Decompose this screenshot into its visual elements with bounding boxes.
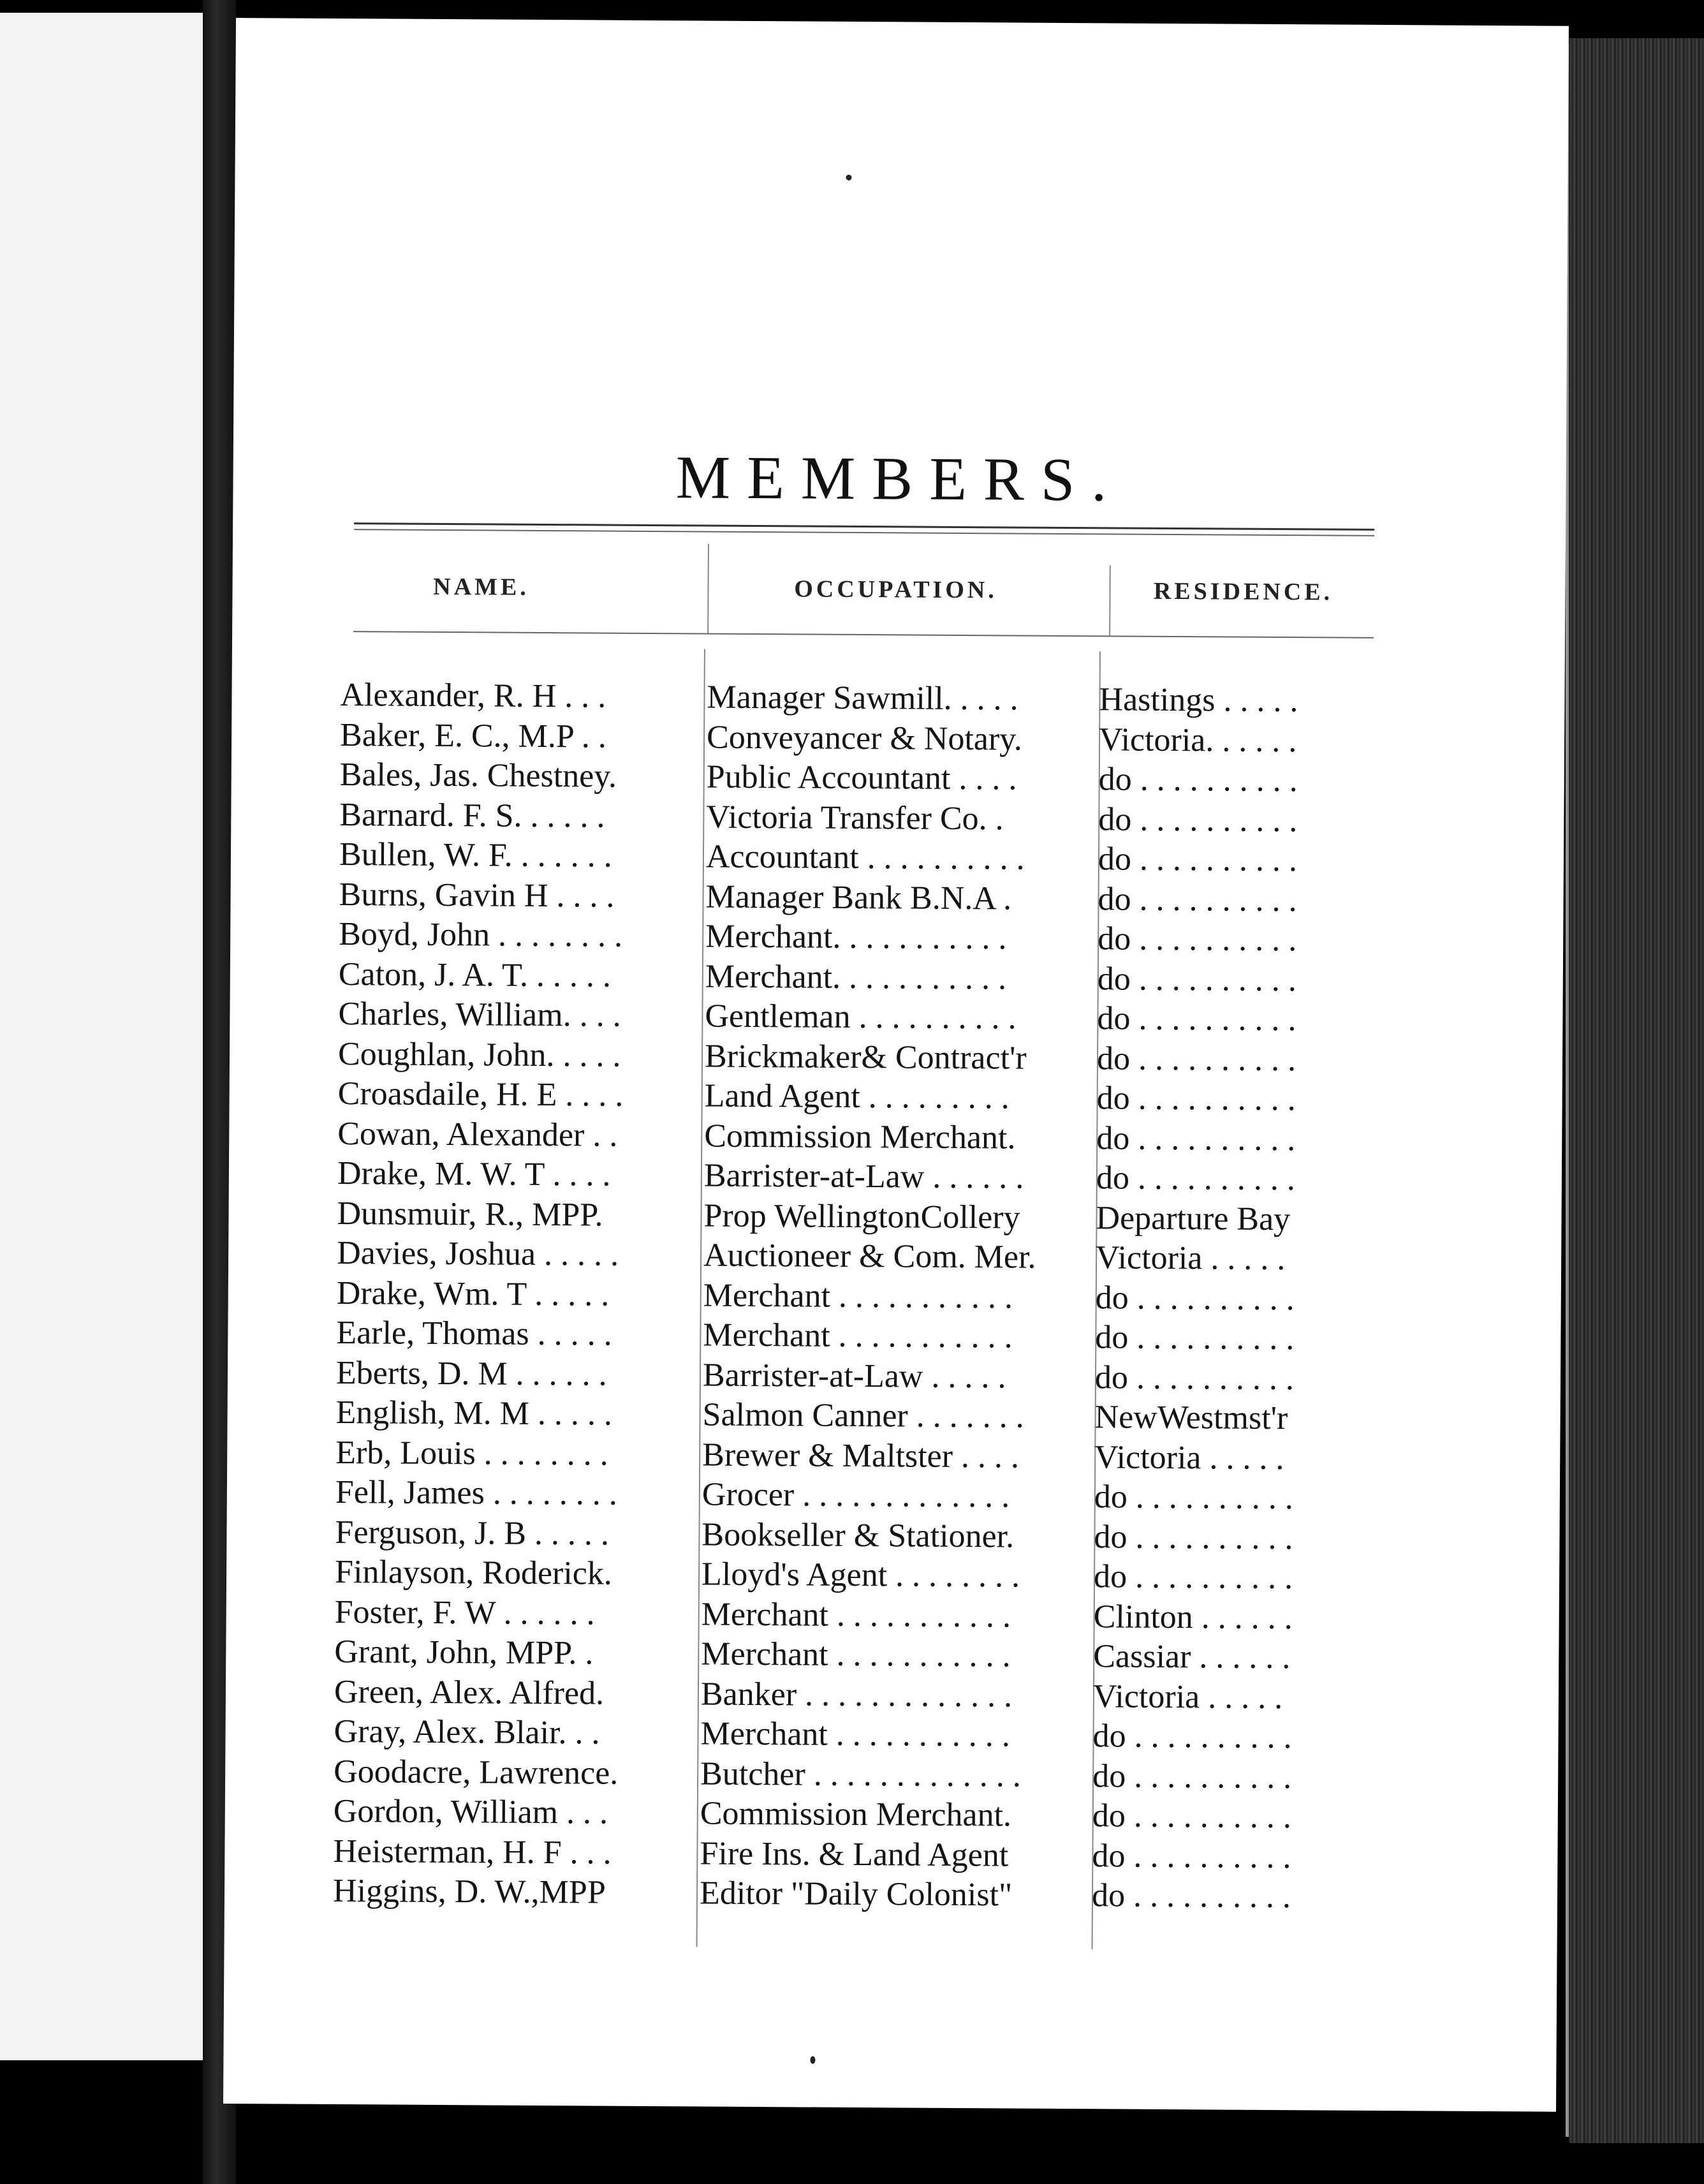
member-occupation: Brewer & Maltster . . . . (702, 1436, 1020, 1475)
table-row (337, 1114, 1421, 1161)
member-residence: Victoria . . . . . (1095, 1239, 1286, 1278)
member-residence: do . . . . . . . . . . (1095, 1279, 1295, 1317)
member-name: Dunsmuir, R., MPP. (337, 1195, 603, 1234)
table-row (333, 1871, 1417, 1918)
table-row (340, 755, 1424, 802)
member-residence: do . . . . . . . . . . (1098, 920, 1297, 959)
member-residence: do . . . . . . . . . . (1098, 880, 1297, 919)
table-row (338, 1074, 1422, 1121)
member-occupation: Lloyd's Agent . . . . . . . . (701, 1556, 1020, 1595)
header-residence: RESIDENCE. (1153, 577, 1333, 606)
member-residence: do . . . . . . . . . . (1094, 1359, 1295, 1397)
table-row (334, 1752, 1418, 1798)
table-row (340, 716, 1424, 762)
table-row (339, 915, 1423, 961)
member-name: Eberts, D. M . . . . . . (335, 1354, 607, 1393)
member-residence: NewWestmst'r (1094, 1399, 1288, 1437)
member-occupation: Barrister-at-Law . . . . . (702, 1357, 1006, 1395)
table-row (335, 1512, 1419, 1559)
member-residence: do . . . . . . . . . . (1097, 960, 1296, 998)
member-name: Barnard. F. S. . . . . . (339, 796, 605, 835)
member-occupation: Merchant. . . . . . . . . . . (705, 958, 1007, 996)
header-divider-2 (1109, 565, 1111, 635)
member-residence: do . . . . . . . . . . (1096, 1119, 1296, 1158)
table-row (335, 1433, 1420, 1479)
table-row (334, 1712, 1418, 1759)
member-occupation: Conveyancer & Notary. (706, 719, 1023, 758)
table-row (338, 1035, 1422, 1081)
member-occupation: Barrister-at-Law . . . . . . (703, 1157, 1024, 1196)
member-residence: do . . . . . . . . . . (1094, 1518, 1293, 1556)
table-row (337, 1234, 1421, 1280)
member-name: Bullen, W. F. . . . . . . (339, 836, 612, 874)
member-residence: Clinton . . . . . . (1093, 1598, 1293, 1636)
member-residence: do . . . . . . . . . . (1092, 1797, 1291, 1836)
member-occupation: Merchant. . . . . . . . . . . (705, 918, 1007, 957)
table-row (336, 1313, 1420, 1360)
member-name: Burns, Gavin H . . . . (339, 876, 615, 915)
member-occupation: Gentleman . . . . . . . . . . (705, 998, 1017, 1037)
facing-page-left (0, 13, 207, 2060)
table-row (339, 955, 1423, 1001)
member-occupation: Manager Sawmill. . . . . (707, 679, 1018, 718)
member-name: Erb, Louis . . . . . . . . (335, 1434, 608, 1473)
table-row (338, 994, 1422, 1041)
member-occupation: Commission Merchant. (704, 1118, 1016, 1156)
member-residence: do . . . . . . . . . . (1098, 841, 1298, 879)
table-row (339, 875, 1423, 922)
title-rule-bottom (354, 529, 1374, 536)
member-name: Caton, J. A. T. . . . . . (338, 956, 612, 994)
ink-speck (846, 175, 851, 181)
member-residence: do . . . . . . . . . . (1096, 1040, 1296, 1078)
member-name: Alexander, R. H . . . (340, 677, 606, 715)
member-occupation: Banker . . . . . . . . . . . . . (700, 1676, 1013, 1714)
member-residence: do . . . . . . . . . . (1092, 1837, 1291, 1875)
member-occupation: Merchant . . . . . . . . . . . (700, 1715, 1010, 1754)
member-name: Higgins, D. W.,MPP (332, 1872, 606, 1911)
member-name: Ferguson, J. B . . . . . (335, 1514, 610, 1553)
member-residence: do . . . . . . . . . . (1096, 1080, 1296, 1118)
member-occupation: Fire Ins. & Land Agent (700, 1834, 1009, 1873)
table-row (336, 1353, 1420, 1399)
member-occupation: Bookseller & Stationer. (701, 1516, 1015, 1554)
member-residence: Cassiar . . . . . . (1093, 1638, 1291, 1676)
table-row (333, 1831, 1417, 1878)
header-divider-1 (707, 544, 709, 633)
member-occupation: Land Agent . . . . . . . . . (704, 1077, 1010, 1116)
member-name: Coughlan, John. . . . . (337, 1035, 621, 1074)
table-row (335, 1553, 1419, 1599)
member-occupation: Merchant . . . . . . . . . . . (701, 1635, 1011, 1674)
member-residence: do . . . . . . . . . . (1091, 1877, 1291, 1915)
member-name: Cowan, Alexander . . (337, 1115, 618, 1154)
member-name: English, M. M . . . . . (335, 1394, 613, 1433)
member-name: Boyd, John . . . . . . . . (339, 916, 623, 954)
member-residence: do . . . . . . . . . . (1093, 1558, 1293, 1597)
document-page (223, 18, 1569, 2112)
table-row (335, 1473, 1420, 1519)
member-name: Bales, Jas. Chestney. (339, 756, 617, 795)
header-occupation: OCCUPATION. (794, 575, 997, 604)
member-occupation: Merchant . . . . . . . . . . . (701, 1596, 1011, 1634)
member-name: Goodacre, Lawrence. (334, 1753, 619, 1792)
member-name: Gray, Alex. Blair. . . (334, 1713, 600, 1752)
member-residence: do . . . . . . . . . . (1097, 1000, 1296, 1038)
page-title: MEMBERS. (675, 443, 1124, 514)
table-row (334, 1632, 1418, 1679)
member-name: Finlayson, Roderick. (334, 1553, 613, 1592)
member-occupation: Butcher . . . . . . . . . . . . . (700, 1755, 1021, 1794)
member-name: Croasdaile, H. E . . . . (337, 1075, 624, 1114)
member-occupation: Public Accountant . . . . (706, 758, 1017, 797)
member-occupation: Salmon Canner . . . . . . . (702, 1396, 1024, 1435)
member-name: Charles, William. . . . (338, 996, 621, 1034)
member-occupation: Brickmaker& Contract'r (704, 1038, 1027, 1077)
member-residence: do . . . . . . . . . . (1096, 1160, 1296, 1198)
header-name: NAME. (433, 573, 529, 601)
member-residence: do . . . . . . . . . . (1098, 761, 1298, 799)
table-row (337, 1154, 1421, 1200)
table-row (340, 675, 1424, 722)
member-residence: Victoria. . . . . . (1098, 721, 1297, 759)
member-residence: do . . . . . . . . . . (1092, 1757, 1292, 1796)
member-occupation: Commission Merchant. (700, 1795, 1012, 1834)
table-row (339, 835, 1423, 882)
member-occupation: Prop WellingtonCollery (703, 1197, 1020, 1236)
member-name: Grant, John, MPP. . (334, 1633, 594, 1672)
members-table (333, 675, 1425, 1918)
member-name: Green, Alex. Alfred. (334, 1673, 605, 1712)
member-residence: Victoria . . . . . (1094, 1438, 1284, 1477)
table-row (335, 1592, 1419, 1639)
table-row (334, 1792, 1418, 1838)
member-occupation: Merchant . . . . . . . . . . . (703, 1317, 1013, 1355)
member-name: Baker, E. C., M.P . . (339, 716, 607, 755)
table-row (335, 1393, 1420, 1440)
member-name: Foster, F. W . . . . . . (334, 1593, 595, 1632)
table-row (339, 795, 1423, 842)
ink-speck (810, 2056, 815, 2064)
member-residence: Departure Bay (1096, 1199, 1291, 1237)
member-residence: do . . . . . . . . . . (1095, 1319, 1295, 1357)
member-name: Davies, Joshua . . . . . (336, 1235, 619, 1273)
table-row (337, 1194, 1421, 1241)
member-occupation: Manager Bank B.N.A . (705, 878, 1012, 917)
member-occupation: Victoria Transfer Co. . (706, 799, 1004, 837)
member-residence: Victoria . . . . . (1092, 1678, 1283, 1716)
member-occupation: Grocer . . . . . . . . . . . . . (701, 1476, 1010, 1515)
table-row (334, 1672, 1418, 1718)
member-name: Earle, Thomas . . . . . (336, 1315, 612, 1353)
member-residence: do . . . . . . . . . . (1098, 801, 1298, 839)
member-occupation: Merchant . . . . . . . . . . . (703, 1277, 1013, 1315)
member-name: Drake, Wm. T . . . . . (336, 1274, 610, 1313)
member-residence: Hastings . . . . . (1099, 681, 1298, 719)
member-name: Fell, James . . . . . . . . (335, 1473, 618, 1512)
member-occupation: Editor "Daily Colonist" (699, 1875, 1013, 1914)
member-name: Heisterman, H. F . . . (333, 1833, 612, 1871)
header-rule (353, 631, 1374, 638)
book-page-edges (1569, 38, 1704, 2143)
member-occupation: Accountant . . . . . . . . . . (705, 838, 1025, 877)
member-occupation: Auctioneer & Com. Mer. (703, 1237, 1036, 1276)
member-name: Gordon, William . . . (333, 1792, 608, 1831)
member-residence: do . . . . . . . . . . (1092, 1718, 1292, 1756)
member-name: Drake, M. W. T . . . . (337, 1155, 611, 1193)
member-residence: do . . . . . . . . . . (1094, 1479, 1294, 1517)
table-row (337, 1274, 1421, 1320)
